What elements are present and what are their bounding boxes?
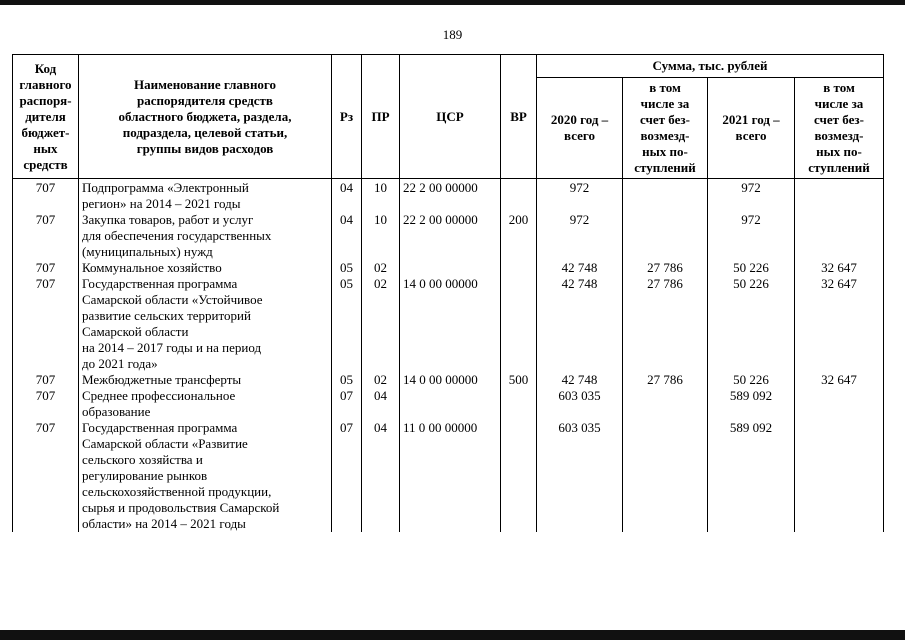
table-row <box>13 260 884 276</box>
cell-rz: 04 <box>332 212 362 260</box>
name-line: Закупка товаров, работ и услуг <box>82 212 254 227</box>
cell-2021-total: 50 226 <box>708 260 795 276</box>
cell-2020-total: 603 035 <box>537 420 623 532</box>
cell-name <box>79 179 332 213</box>
cell-name <box>79 212 332 260</box>
header-pr: ПР <box>362 55 400 179</box>
cell-2020-free: 27 786 <box>623 372 708 388</box>
cell-vr <box>501 388 537 420</box>
cell-2021-free: 32 647 <box>795 260 884 276</box>
cell-name <box>79 260 332 276</box>
name-line: сельского хозяйства и <box>82 452 203 467</box>
cell-code: 707 <box>13 372 79 388</box>
cell-rz: 07 <box>332 420 362 532</box>
name-line: для обеспечения государственных <box>82 228 272 243</box>
header-csr: ЦСР <box>400 55 501 179</box>
cell-2021-free: 32 647 <box>795 372 884 388</box>
header-2021-free: в том числе за счет без- возмезд- ных по- ступлений <box>795 78 884 179</box>
cell-code: 707 <box>13 276 79 372</box>
cell-2020-total: 972 <box>537 212 623 260</box>
name-line: Государственная программа <box>82 420 238 435</box>
cell-name <box>79 388 332 420</box>
table-row <box>13 212 884 260</box>
cell-2020-free <box>623 388 708 420</box>
name-line: Самарской области «Развитие <box>82 436 248 451</box>
name-line: регулирование рынков <box>82 468 208 483</box>
cell-rz: 05 <box>332 260 362 276</box>
cell-code: 707 <box>13 212 79 260</box>
cell-vr <box>501 276 537 372</box>
cell-2021-free <box>795 212 884 260</box>
name-line: развитие сельских территорий <box>82 308 251 323</box>
cell-pr: 04 <box>362 388 400 420</box>
name-line: регион» на 2014 – 2021 годы <box>82 196 241 211</box>
cell-csr: 22 2 00 00000 <box>400 212 501 260</box>
name-line: сельскохозяйственной продукции, <box>82 484 272 499</box>
cell-2020-free <box>623 420 708 532</box>
cell-csr: 22 2 00 00000 <box>400 179 501 213</box>
cell-pr: 02 <box>362 260 400 276</box>
cell-vr <box>501 179 537 213</box>
cell-2020-free: 27 786 <box>623 276 708 372</box>
table-row <box>13 179 884 213</box>
cell-csr: 14 0 00 00000 <box>400 276 501 372</box>
cell-pr: 04 <box>362 420 400 532</box>
name-line: на 2014 – 2017 годы и на период <box>82 340 262 355</box>
name-line: Подпрограмма «Электронный <box>82 180 249 195</box>
cell-2020-total: 42 748 <box>537 276 623 372</box>
cell-rz: 04 <box>332 179 362 213</box>
name-line: (муниципальных) нужд <box>82 244 213 259</box>
name-line: сырья и продовольствия Самарской <box>82 500 280 515</box>
cell-2021-free: 32 647 <box>795 276 884 372</box>
table-row <box>13 420 884 532</box>
name-line: области» на 2014 – 2021 годы <box>82 516 246 531</box>
cell-2021-total: 972 <box>708 212 795 260</box>
cell-2021-total: 50 226 <box>708 372 795 388</box>
cell-rz: 07 <box>332 388 362 420</box>
name-line: Коммунальное хозяйство <box>82 260 222 275</box>
cell-code: 707 <box>13 179 79 213</box>
name-line: Государственная программа <box>82 276 238 291</box>
cell-vr <box>501 260 537 276</box>
header-2020-total: 2020 год – всего <box>537 78 623 179</box>
cell-csr <box>400 260 501 276</box>
cell-code: 707 <box>13 388 79 420</box>
name-line: Самарской области <box>82 324 189 339</box>
header-sum: Сумма, тыс. рублей <box>537 55 884 78</box>
cell-2021-free <box>795 388 884 420</box>
header-name: Наименование главного распорядителя средств областного бюджета, раздела, подраздела, целевой статьи, группы видов расходов <box>79 55 332 179</box>
header-2020-free: в том числе за счет без- возмезд- ных по- ступлений <box>623 78 708 179</box>
cell-2020-total: 603 035 <box>537 388 623 420</box>
cell-vr: 200 <box>501 212 537 260</box>
page-number: 189 <box>442 27 463 42</box>
cell-code: 707 <box>13 260 79 276</box>
cell-csr <box>400 388 501 420</box>
cell-pr: 10 <box>362 212 400 260</box>
header-row-top <box>13 55 884 78</box>
header-vr: ВР <box>501 55 537 179</box>
cell-2021-total: 972 <box>708 179 795 213</box>
budget-table <box>12 54 884 532</box>
cell-rz: 05 <box>332 372 362 388</box>
cell-pr: 02 <box>362 372 400 388</box>
name-line: Самарской области «Устойчивое <box>82 292 263 307</box>
cell-code: 707 <box>13 420 79 532</box>
cell-2021-free <box>795 179 884 213</box>
cell-rz: 05 <box>332 276 362 372</box>
scan-top-edge <box>0 0 905 5</box>
table-row <box>13 372 884 388</box>
cell-pr: 02 <box>362 276 400 372</box>
header-code: Код главного распоря- дителя бюджет- ных средств <box>13 55 79 179</box>
cell-csr: 11 0 00 00000 <box>400 420 501 532</box>
cell-2021-free <box>795 420 884 532</box>
cell-2021-total: 589 092 <box>708 420 795 532</box>
table-body <box>13 179 884 533</box>
cell-2021-total: 50 226 <box>708 276 795 372</box>
name-line: Межбюджетные трансферты <box>82 372 242 387</box>
name-line: Среднее профессиональное <box>82 388 236 403</box>
cell-name <box>79 372 332 388</box>
name-line: образование <box>82 404 151 419</box>
cell-2020-total: 972 <box>537 179 623 213</box>
cell-csr: 14 0 00 00000 <box>400 372 501 388</box>
cell-2021-total: 589 092 <box>708 388 795 420</box>
cell-name <box>79 420 332 532</box>
header-2021-total: 2021 год – всего <box>708 78 795 179</box>
cell-2020-free: 27 786 <box>623 260 708 276</box>
name-line: до 2021 года» <box>82 356 158 371</box>
cell-vr: 500 <box>501 372 537 388</box>
cell-2020-free <box>623 212 708 260</box>
table-row <box>13 388 884 420</box>
cell-pr: 10 <box>362 179 400 213</box>
cell-2020-free <box>623 179 708 213</box>
cell-2020-total: 42 748 <box>537 260 623 276</box>
cell-vr <box>501 420 537 532</box>
cell-2020-total: 42 748 <box>537 372 623 388</box>
header-rz: Рз <box>332 55 362 179</box>
table-row <box>13 276 884 372</box>
cell-name <box>79 276 332 372</box>
scan-bottom-edge <box>0 630 905 640</box>
